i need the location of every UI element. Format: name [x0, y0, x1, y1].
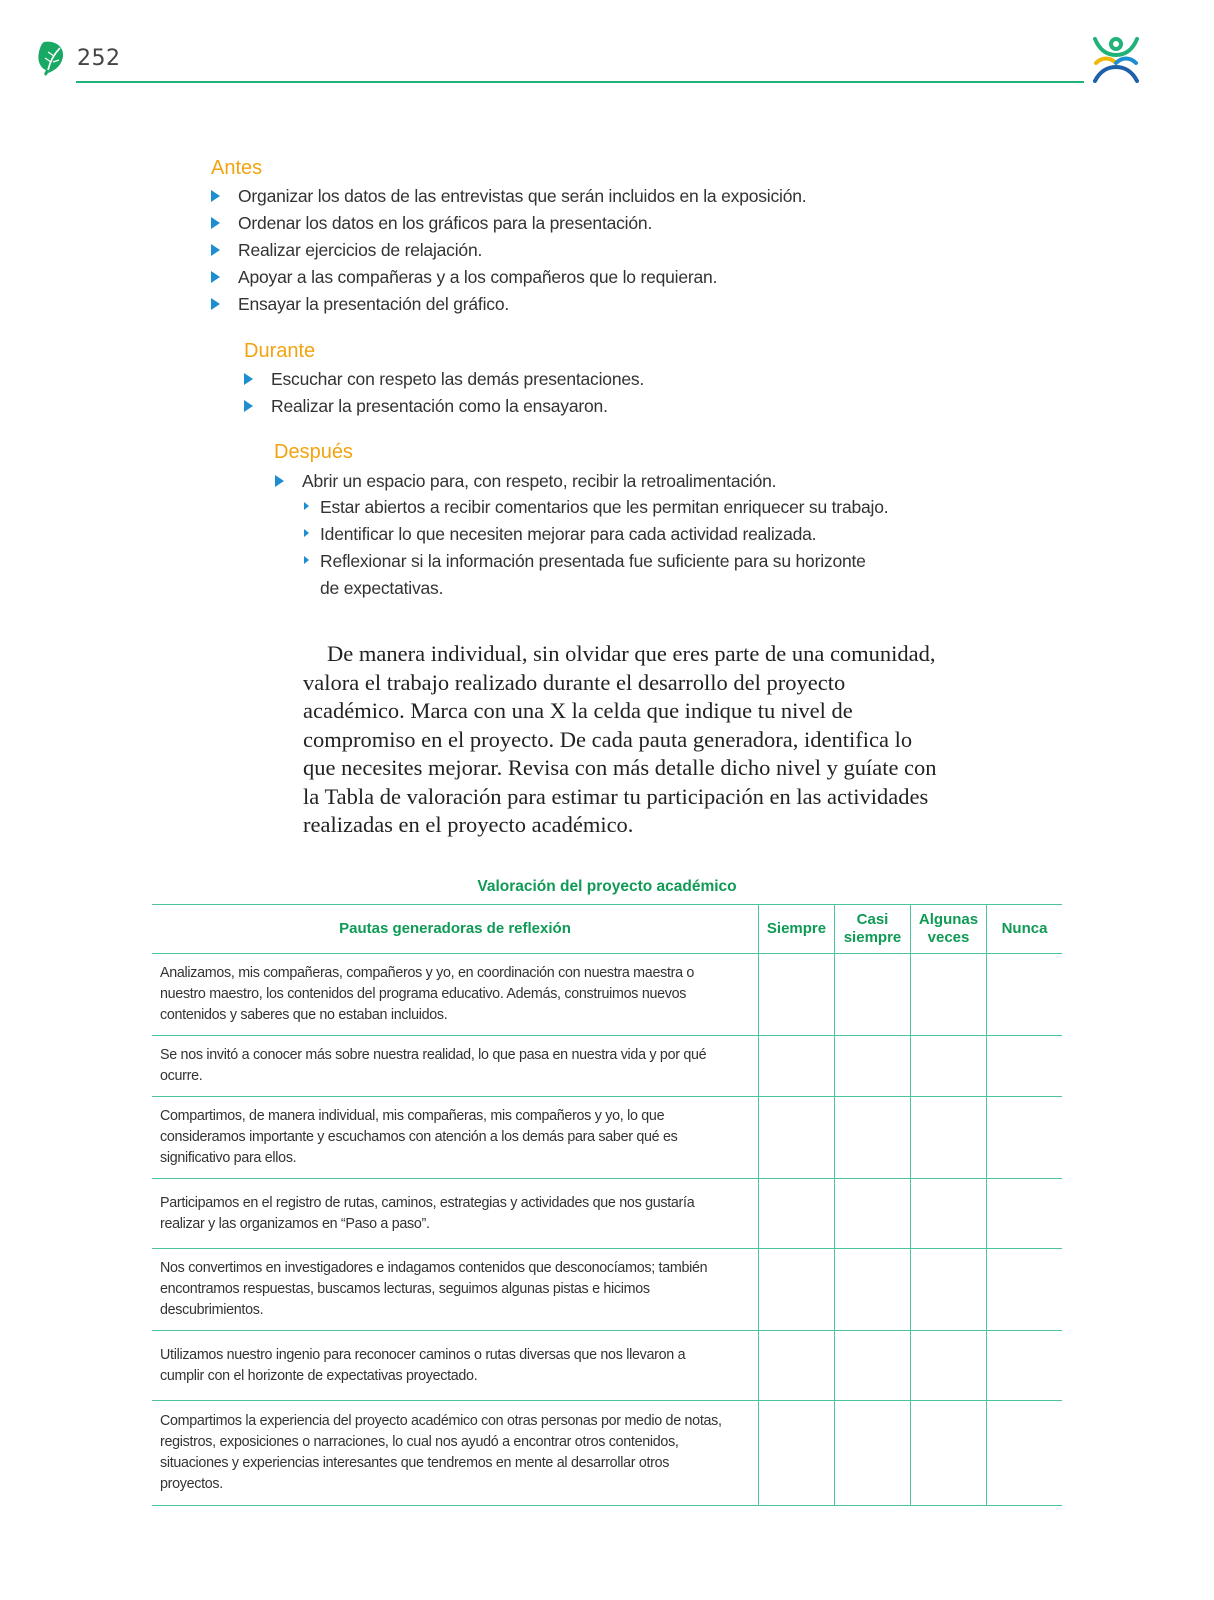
sublist-item-continuation	[302, 575, 888, 602]
triangle-bullet-icon	[275, 475, 284, 487]
header-siempre: Siempre	[759, 905, 835, 954]
cell-nunca[interactable]	[987, 1179, 1063, 1249]
list-item-text: Ordenar los datos en los gráficos para la presentación.	[238, 213, 653, 233]
cell-nunca[interactable]	[987, 1331, 1063, 1401]
cell-algunas-veces[interactable]	[911, 954, 987, 1036]
triangle-bullet-icon	[211, 298, 220, 310]
table-title: Valoración del proyecto académico	[477, 878, 737, 895]
list-item-text: Estar abiertos a recibir comentarios que les permitan enriquecer su trabajo.	[320, 497, 889, 517]
section-heading-antes: Antes	[211, 157, 263, 179]
sublist-item	[302, 521, 888, 548]
small-triangle-bullet-icon	[304, 502, 309, 510]
list-item	[243, 366, 644, 393]
cell-siempre[interactable]	[759, 1249, 835, 1331]
section-heading-despues: Después	[274, 441, 353, 463]
cell-algunas-veces[interactable]	[911, 1179, 987, 1249]
triangle-bullet-icon	[244, 400, 253, 412]
sublist-item	[302, 494, 888, 521]
table-row	[152, 1331, 1062, 1401]
header-statement: Pautas generadoras de reflexión	[152, 905, 759, 954]
row-statement: Se nos invitó a conocer más sobre nuestra realidad, lo que pasa en nuestra vida y por qué ocurre.	[152, 1036, 759, 1097]
cell-nunca[interactable]	[987, 954, 1063, 1036]
header-line: Casi	[856, 911, 889, 928]
list-item	[210, 264, 806, 291]
row-statement: Participamos en el registro de rutas, caminos, estrategias y actividades que nos gustaría realizar y las organizamos en “Paso a paso”.	[152, 1179, 759, 1249]
cell-siempre[interactable]	[759, 1036, 835, 1097]
leaf-icon	[36, 40, 68, 76]
section-heading-durante: Durante	[244, 340, 316, 362]
triangle-bullet-icon	[211, 217, 220, 229]
list-item-text: Identificar lo que necesiten mejorar para cada actividad realizada.	[320, 524, 817, 544]
antes-list	[210, 183, 806, 318]
cell-nunca[interactable]	[987, 1401, 1063, 1506]
list-item-text: Realizar ejercicios de relajación.	[238, 240, 483, 260]
table-row	[152, 1249, 1062, 1331]
row-statement: Utilizamos nuestro ingenio para reconocer caminos o rutas diversas que nos llevaron a cumplir con el horizonte de expectativas proyectado.	[152, 1331, 759, 1401]
list-item-text: Ensayar la presentación del gráfico.	[238, 294, 510, 314]
table-row	[152, 1036, 1062, 1097]
cell-siempre[interactable]	[759, 954, 835, 1036]
cell-algunas-veces[interactable]	[911, 1401, 987, 1506]
cell-siempre[interactable]	[759, 1331, 835, 1401]
list-item-text: de expectativas.	[320, 578, 444, 598]
triangle-bullet-icon	[211, 271, 220, 283]
sublist-item	[302, 548, 888, 575]
row-statement: Nos convertimos en investigadores e indagamos contenidos que desconocíamos; también encontramos respuestas, buscamos lecturas, seguimos algunas pistas e hicimos descubrimientos.	[152, 1249, 759, 1331]
cell-siempre[interactable]	[759, 1179, 835, 1249]
community-logo-icon	[1090, 33, 1142, 85]
cell-casi-siempre[interactable]	[835, 954, 911, 1036]
header-nunca: Nunca	[987, 905, 1063, 954]
list-item	[210, 183, 806, 210]
small-triangle-bullet-icon	[304, 556, 309, 564]
cell-casi-siempre[interactable]	[835, 1097, 911, 1179]
table-row	[152, 1401, 1062, 1506]
cell-algunas-veces[interactable]	[911, 1036, 987, 1097]
cell-nunca[interactable]	[987, 1036, 1063, 1097]
cell-algunas-veces[interactable]	[911, 1097, 987, 1179]
header-line: siempre	[843, 929, 902, 946]
cell-nunca[interactable]	[987, 1249, 1063, 1331]
list-item-text: Apoyar a las compañeras y a los compañeros que lo requieran.	[238, 267, 718, 287]
cell-algunas-veces[interactable]	[911, 1331, 987, 1401]
list-item	[243, 393, 644, 420]
cell-casi-siempre[interactable]	[835, 1401, 911, 1506]
header-casi-siempre	[835, 905, 911, 954]
table-header-row	[152, 905, 1062, 954]
cell-casi-siempre[interactable]	[835, 1036, 911, 1097]
list-item	[210, 237, 806, 264]
cell-nunca[interactable]	[987, 1097, 1063, 1179]
list-item-text: Escuchar con respeto las demás presentaciones.	[271, 369, 645, 389]
header-rule	[76, 81, 1084, 83]
list-item	[274, 468, 776, 495]
durante-list	[243, 366, 644, 420]
triangle-bullet-icon	[244, 373, 253, 385]
cell-casi-siempre[interactable]	[835, 1249, 911, 1331]
row-statement: Analizamos, mis compañeras, compañeros y yo, en coordinación con nuestra maestra o nuestro maestro, los contenidos del programa educativo. Además, construimos nuevos contenidos y saberes que no estaban incluidos.	[152, 954, 759, 1036]
cell-casi-siempre[interactable]	[835, 1179, 911, 1249]
triangle-bullet-icon	[211, 190, 220, 202]
cell-siempre[interactable]	[759, 1401, 835, 1506]
list-item-text: Reflexionar si la información presentada fue suficiente para su horizonte	[320, 551, 866, 571]
cell-algunas-veces[interactable]	[911, 1249, 987, 1331]
row-statement: Compartimos la experiencia del proyecto académico con otras personas por medio de notas, registros, exposiciones o narraciones, lo cual nos ayudó a encontrar otros contenidos, situaciones y experiencias interesantes que tendremos en mente al desarrollar otros proyectos.	[152, 1401, 759, 1506]
triangle-bullet-icon	[211, 244, 220, 256]
cell-siempre[interactable]	[759, 1097, 835, 1179]
page-number: 252	[77, 46, 121, 71]
table-row	[152, 954, 1062, 1036]
evaluation-table	[152, 904, 1062, 1506]
list-item-text: Abrir un espacio para, con respeto, recibir la retroalimentación.	[302, 471, 777, 491]
despues-list	[274, 468, 776, 495]
list-item-text: Realizar la presentación como la ensayaron.	[271, 396, 608, 416]
despues-sublist	[302, 494, 888, 602]
row-statement: Compartimos, de manera individual, mis compañeras, mis compañeros y yo, lo que consideramos importante y escuchamos con atención a los demás para saber qué es significativo para ellos.	[152, 1097, 759, 1179]
list-item	[210, 291, 806, 318]
header-algunas-veces	[911, 905, 987, 954]
header-line: Algunas	[918, 911, 979, 928]
cell-casi-siempre[interactable]	[835, 1331, 911, 1401]
table-row	[152, 1097, 1062, 1179]
list-item	[210, 210, 806, 237]
table-row	[152, 1179, 1062, 1249]
list-item-text: Organizar los datos de las entrevistas que serán incluidos en la exposición.	[238, 186, 807, 206]
small-triangle-bullet-icon	[304, 529, 309, 537]
header-line: veces	[927, 929, 970, 946]
instructions-paragraph: De manera individual, sin olvidar que eres parte de una comunidad, valora el trabajo realizado durante el desarrollo del proyecto académico. Marca con una X la celda que indique tu nivel de compromiso en el proyecto. De cada pauta generadora, identifica lo que necesites mejorar. Revisa con más detalle dicho nivel y guíate con la Tabla de valoración para estimar tu participación en las actividades realizadas en el proyecto académico.	[303, 641, 937, 837]
